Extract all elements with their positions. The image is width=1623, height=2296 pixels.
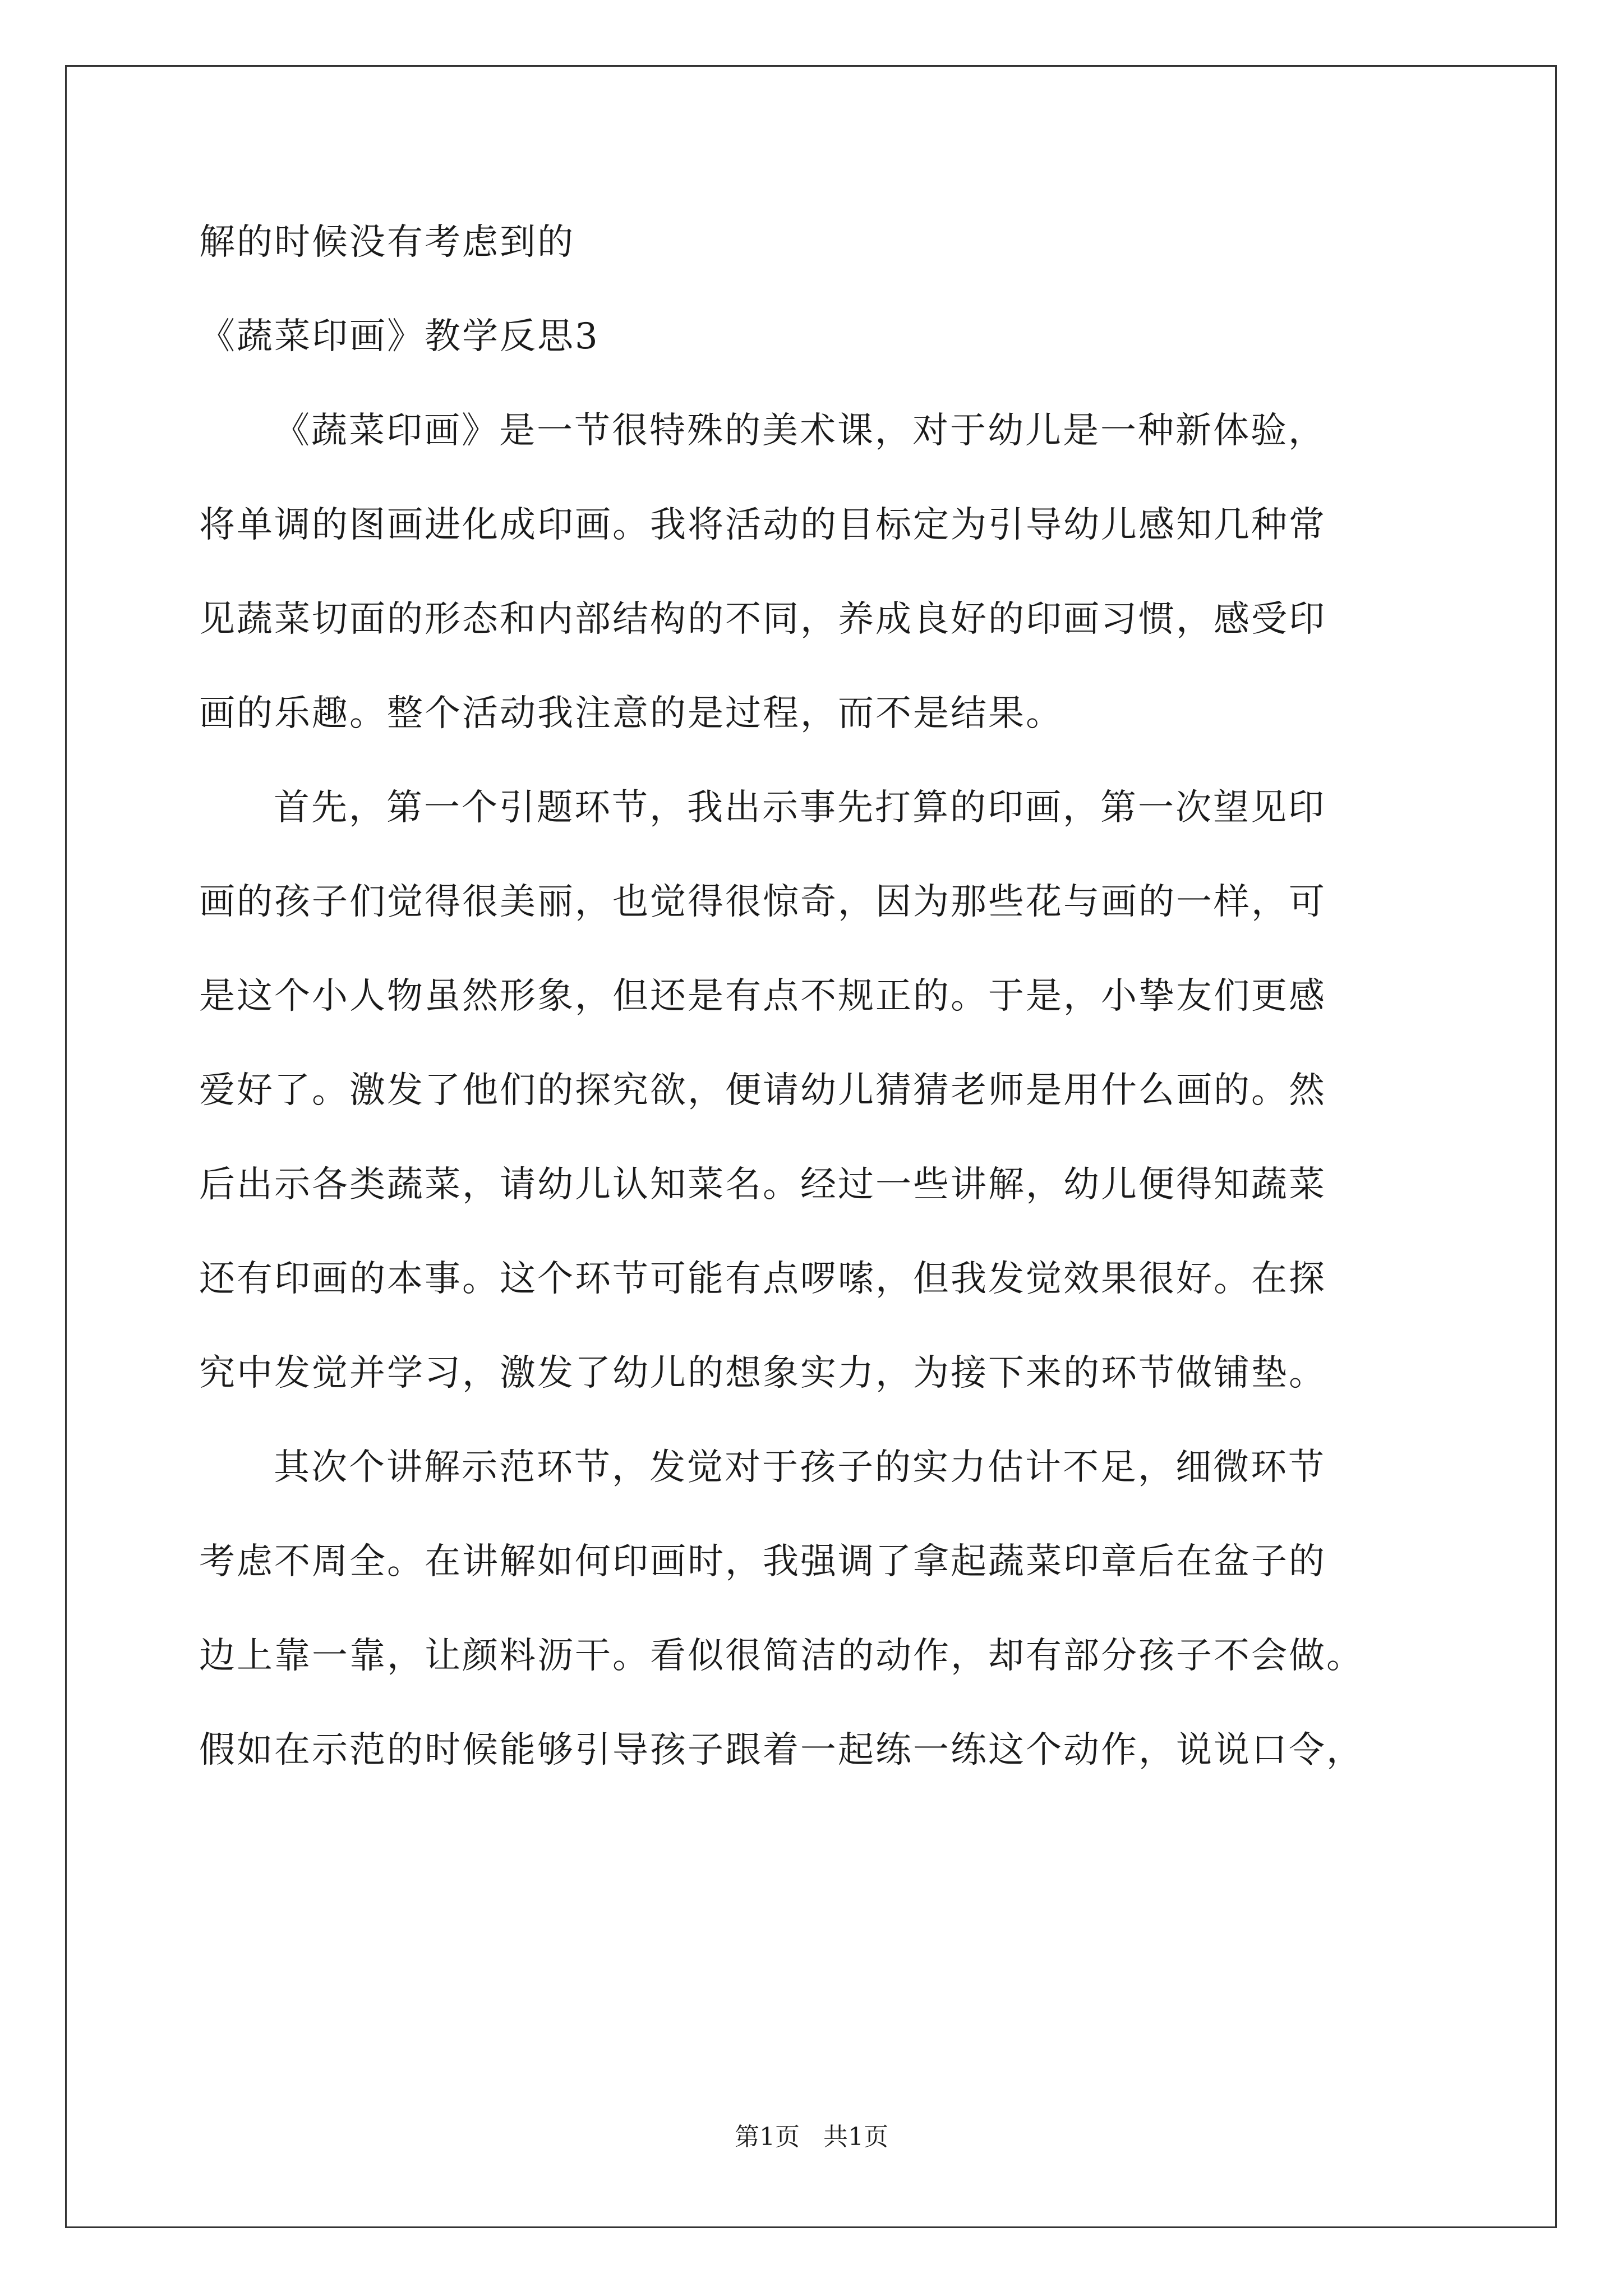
paragraph-3-line-3: 边上靠一靠，让颜料沥干。看似很简洁的动作，却有部分孩子不会做。 bbox=[199, 1635, 1364, 1677]
paragraph-3-line-1: 其次个讲解示范环节，发觉对于孩子的实力估计不足，细微环节 bbox=[274, 1447, 1326, 1488]
paragraph-2-line-1: 首先，第一个引题环节，我出示事先打算的印画，第一次望见印 bbox=[274, 787, 1326, 829]
text-line-1: 解的时候没有考虑到的 bbox=[199, 222, 575, 263]
paragraph-1-line-3: 见蔬菜切面的形态和内部结构的不同，养成良好的印画习惯，感受印 bbox=[199, 599, 1326, 640]
section-heading: 《蔬菜印画》教学反思3 bbox=[199, 316, 600, 357]
paragraph-1-line-1: 《蔬菜印画》是一节很特殊的美术课，对于幼儿是一种新体验， bbox=[274, 410, 1326, 452]
paragraph-2-line-4: 爱好了。激发了他们的探究欲，便请幼儿猜猜老师是用什么画的。然 bbox=[199, 1070, 1326, 1111]
paragraph-2-line-6: 还有印画的本事。这个环节可能有点啰嗦，但我发觉效果很好。在探 bbox=[199, 1258, 1326, 1300]
paragraph-3-line-2: 考虑不周全。在讲解如何印画时，我强调了拿起蔬菜印章后在盆子的 bbox=[199, 1541, 1326, 1582]
paragraph-3-line-4: 假如在示范的时候能够引导孩子跟着一起练一练这个动作，说说口令， bbox=[199, 1729, 1364, 1771]
paragraph-1-line-4: 画的乐趣。整个活动我注意的是过程，而不是结果。 bbox=[199, 693, 1063, 734]
paragraph-2-line-7: 究中发觉并学习，激发了幼儿的想象实力，为接下来的环节做铺垫。 bbox=[199, 1352, 1326, 1394]
paragraph-2-line-5: 后出示各类蔬菜，请幼儿认知菜名。经过一些讲解，幼儿便得知蔬菜 bbox=[199, 1164, 1326, 1205]
paragraph-2-line-2: 画的孩子们觉得很美丽，也觉得很惊奇，因为那些花与画的一样，可 bbox=[199, 881, 1326, 923]
page-number-footer: 第1页 共1页 bbox=[735, 2123, 888, 2151]
paragraph-2-line-3: 是这个小人物虽然形象，但还是有点不规正的。于是，小挚友们更感 bbox=[199, 976, 1326, 1017]
paragraph-1-line-2: 将单调的图画进化成印画。我将活动的目标定为引导幼儿感知几种常 bbox=[199, 504, 1326, 546]
page-border bbox=[65, 65, 1557, 2228]
